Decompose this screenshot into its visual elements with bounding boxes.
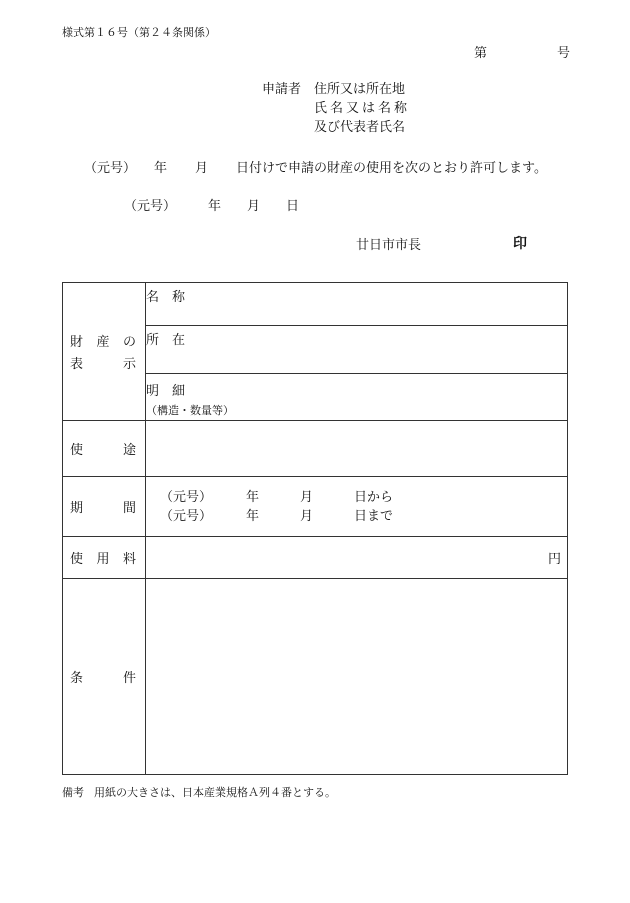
permission-statement (84, 157, 547, 176)
period-label-cell: 期 間 (63, 477, 146, 537)
purpose-label-cell: 使 途 (63, 421, 146, 477)
statement-year: 年 (154, 161, 168, 176)
conditions-label-cell: 条 件 (63, 579, 146, 775)
statement-text: 日付けで申請の財産の使用を次のとおり許可します。 (236, 161, 548, 176)
fee-unit: 円 (547, 552, 561, 567)
property-detail-note: （構造・数量等） (146, 404, 234, 417)
seal-mark: 印 (513, 236, 527, 252)
doc-number-prefix: 第 (474, 46, 488, 61)
remarks-text: 用紙の大きさは、日本産業規格Ａ列４番とする。 (94, 786, 336, 799)
issuer-name: 廿日市市長 (356, 238, 422, 253)
permit-table (62, 282, 568, 775)
period-from-row: （元号） 年 月 日から (160, 489, 394, 505)
remarks-label: 備考 (62, 786, 84, 799)
issue-date-year: 年 (208, 199, 222, 214)
conditions-value-cell (146, 579, 568, 775)
fee-label-cell: 使 用 料 (63, 537, 146, 579)
statement-era: （元号） (84, 161, 137, 176)
period-to-row: （元号） 年 月 日まで (160, 508, 394, 524)
property-detail-label: 明 細 (146, 384, 186, 399)
applicant-block (262, 80, 410, 137)
fee-value-cell (146, 537, 568, 579)
property-name-label: 名 称 (146, 290, 186, 305)
remarks-note (62, 784, 336, 800)
issue-date-month: 月 (247, 199, 261, 214)
applicant-address-line: 住所又は所在地 (314, 82, 406, 97)
applicant-label: 申請者 (262, 82, 302, 97)
property-label-row2: 表 示 (70, 357, 136, 372)
issue-date-era: （元号） (124, 199, 177, 214)
applicant-representative-line: 及び代表者氏名 (314, 120, 406, 135)
issue-date (124, 195, 299, 214)
applicant-name-line: 氏名又は名称 (314, 101, 411, 116)
property-label-cell (63, 283, 146, 421)
period-value-cell (146, 477, 568, 537)
property-label-row1: 財 産 の (70, 335, 136, 350)
property-location-cell (146, 326, 568, 374)
property-location-label: 所 在 (146, 333, 186, 348)
statement-month: 月 (195, 161, 209, 176)
property-name-cell (146, 283, 568, 326)
doc-number-suffix: 号 (556, 46, 570, 61)
form-number: 様式第１６号（第２４条関係） (62, 26, 216, 39)
issue-date-day: 日 (286, 199, 300, 214)
property-detail-cell (146, 374, 568, 421)
purpose-value-cell (146, 421, 568, 477)
